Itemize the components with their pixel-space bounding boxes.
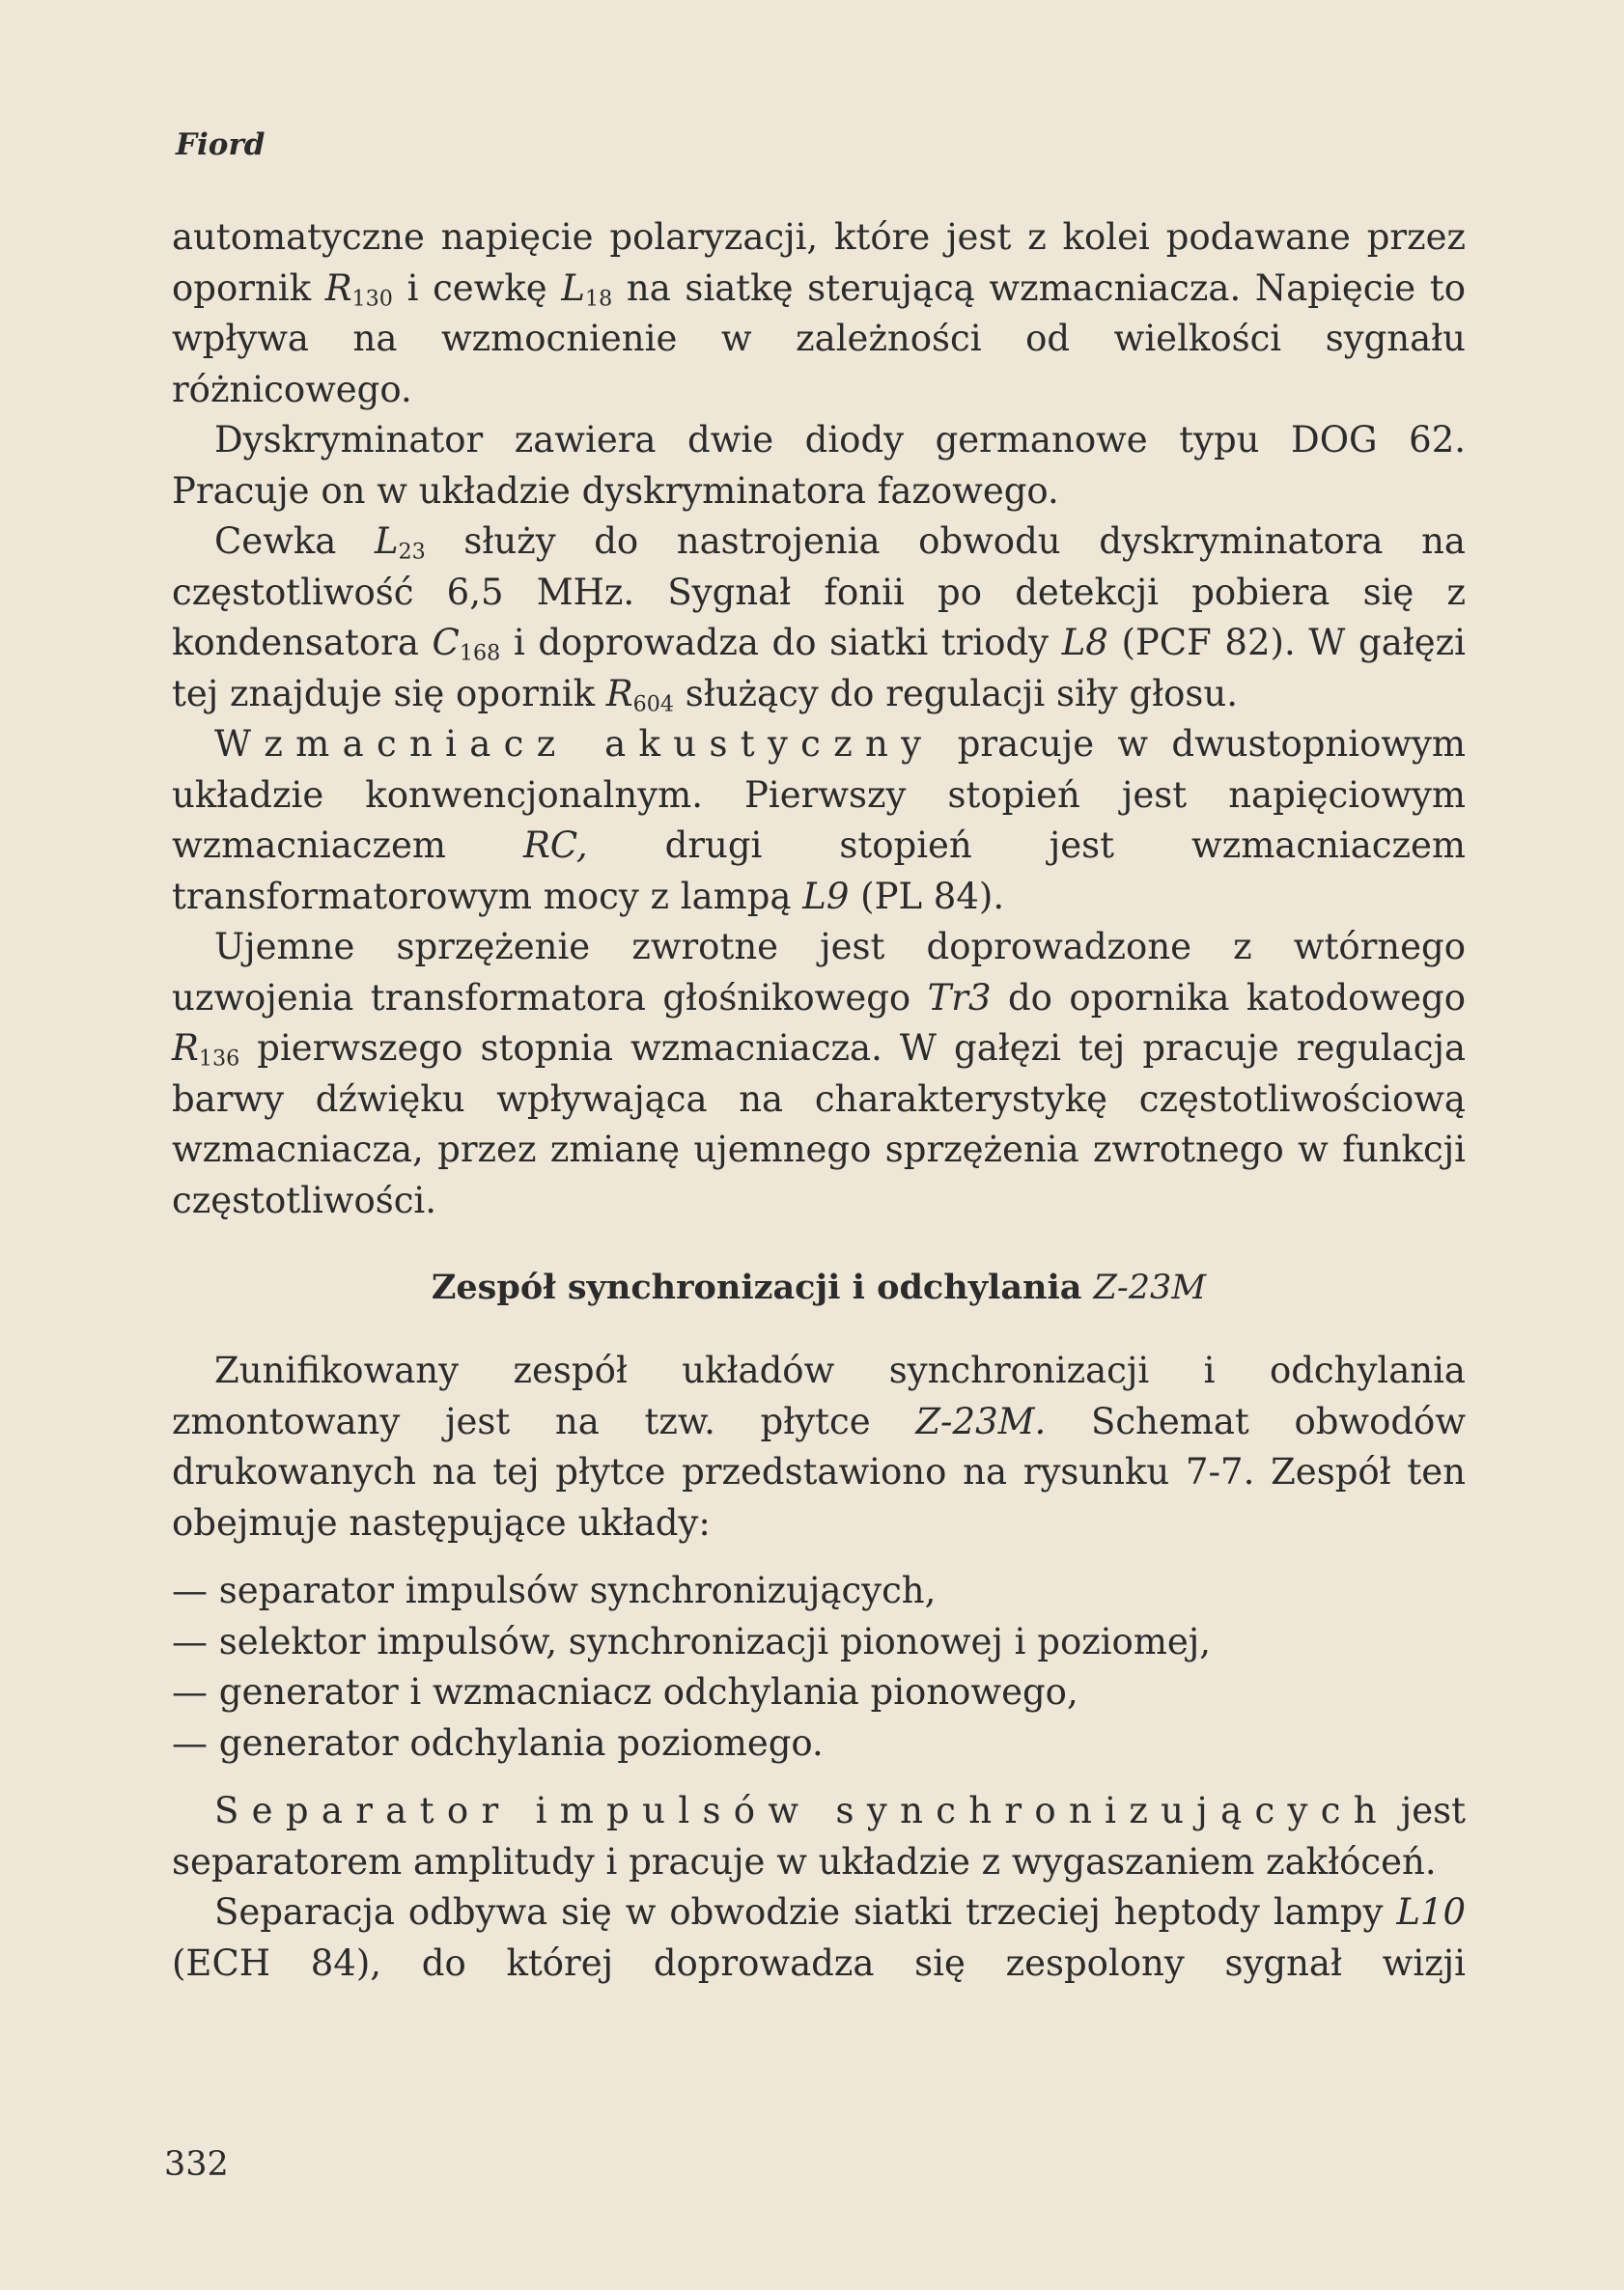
body-text <box>172 212 1466 1989</box>
page-number: 332 <box>164 2145 229 2184</box>
paragraph: Wzmacniacz akustyczny pracuje w dwustopniowym układzie konwencjonalnym. Pierwszy stopień jest napięciowym wzmacniaczem RC, drugi stopień jest wzmacniaczem transformatorowym mocy z lampą L9 (PL 84). <box>172 723 1467 917</box>
section-heading: Zespół synchronizacji i odchylania Z-23M <box>431 1268 1207 1307</box>
paragraph: Zunifikowany zespół układów synchronizacji i odchylania zmontowany jest na tzw. płytce Z-23M. Schemat obwodów drukowanych na tej płytce przedstawiono na rysunku 7-7. Zespół ten obejmuje następujące układy: <box>172 1350 1467 1544</box>
paragraph: Separator impulsów synchronizujących jest separatorem amplitudy i pracuje w układzie z wygaszaniem zakłóceń. <box>172 1790 1466 1883</box>
paragraph: Ujemne sprzężenie zwrotne jest doprowadzone z wtórnego uzwojenia transformatora głośnikowego Tr3 do opornika katodowego $R_{136}$ pierwszego stopnia wzmacniacza. W gałęzi tej pracuje regulacja barwy dźwięku wpływająca na charakterystykę częstotliwościową wzmacniacza, przez zmianę ujemnego sprzężenia zwrotnego w funkcji częstotliwości. <box>172 926 1466 1221</box>
paragraph: Cewka $L_{23}$ służy do nastrojenia obwodu dyskryminatora na częstotliwość 6,5 MHz. Sygnał fonii po detekcji pobiera się z kondensatora $C_{168}$ i doprowadza do siatki triody L8 (PCF 82). W gałęzi tej znajduje się opornik $R_{604}$ służący do regulacji siły głosu. <box>172 520 1466 717</box>
list-item: — separator impulsów synchronizujących, <box>172 1570 937 1611</box>
paragraph: Dyskryminator zawiera dwie diody germanowe typu DOG 62. Pracuje on w układzie dyskryminatora fazowego. <box>172 419 1466 512</box>
list-item: — selektor impulsów, synchronizacji pionowej i poziomej, <box>172 1620 1212 1662</box>
running-header: Fiord <box>176 127 266 162</box>
paragraph: Separacja odbywa się w obwodzie siatki trzeciej heptody lampy L10 (ECH 84), do której doprowadza się zespolony sygnał wizji <box>172 1891 1466 1984</box>
list-item: — generator odchylania poziomego. <box>172 1721 824 1764</box>
component-list <box>172 1566 1466 1769</box>
list-item: — generator i wzmacniacz odchylania pionowego, <box>172 1671 1078 1713</box>
paragraph: automatyczne napięcie polaryzacji, które jest z kolei podawane przez opornik $R_{130}$ i cewkę $L_{18}$ na siatkę sterującą wzmacniacza. Napięcie to wpływa na wzmocnienie w zależności od wielkości sygnału różnicowego. <box>172 216 1466 410</box>
